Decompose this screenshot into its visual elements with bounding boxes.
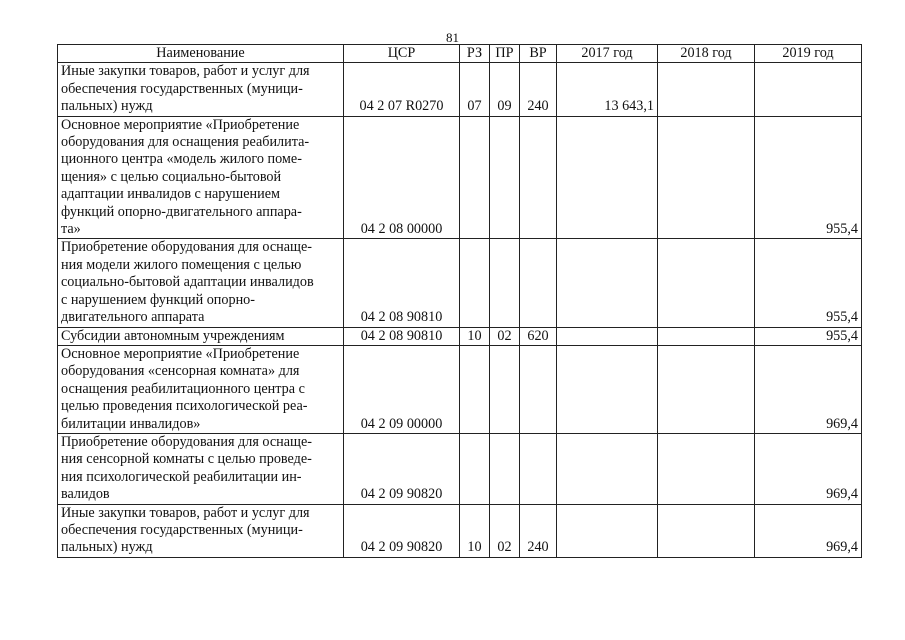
cell-name-line: ния сенсорной комнаты с целью проведе- <box>61 451 312 468</box>
header-vr: ВР <box>520 45 557 63</box>
cell-name <box>58 504 344 557</box>
cell-csr: 04 2 09 90820 <box>344 504 460 557</box>
cell-2018 <box>658 433 755 504</box>
budget-table <box>57 44 862 558</box>
header-pr: ПР <box>490 45 520 63</box>
cell-name-line: Приобретение оборудования для оснаще- <box>61 433 313 450</box>
cell-csr: 04 2 08 90810 <box>344 327 460 345</box>
cell-name-line: социально-бытовой адаптации инвалидов <box>61 274 314 291</box>
cell-name-line: Иные закупки товаров, работ и услуг для <box>61 504 310 521</box>
cell-pr <box>490 433 520 504</box>
header-rz: РЗ <box>460 45 490 63</box>
cell-name-line: пальных) нужд <box>61 98 153 115</box>
cell-2019: 969,4 <box>755 504 862 557</box>
header-2019: 2019 год <box>755 45 862 63</box>
cell-2018 <box>658 239 755 327</box>
cell-name-line: Приобретение оборудования для оснаще- <box>61 239 313 256</box>
table-row <box>58 116 862 239</box>
cell-name-line: оборудования для оснащения реабилита- <box>61 134 310 151</box>
cell-name-line: целью проведения психологической реа- <box>61 398 308 415</box>
header-csr: ЦСР <box>344 45 460 63</box>
table-row <box>58 433 862 504</box>
cell-vr <box>520 345 557 433</box>
cell-name-line: Иные закупки товаров, работ и услуг для <box>61 63 310 80</box>
cell-name-line: пальных) нужд <box>61 539 153 556</box>
cell-2019: 955,4 <box>755 239 862 327</box>
cell-name-line: ния психологической реабилитации ин- <box>61 468 302 485</box>
cell-name-line: Основное мероприятие «Приобретение <box>61 116 300 133</box>
table-row <box>58 327 862 345</box>
cell-name-line: билитации инвалидов» <box>61 415 201 432</box>
page-number: 81 <box>446 30 459 45</box>
cell-2017 <box>557 327 658 345</box>
cell-name <box>58 345 344 433</box>
cell-csr: 04 2 08 00000 <box>344 116 460 239</box>
cell-pr: 02 <box>490 504 520 557</box>
cell-pr: 02 <box>490 327 520 345</box>
table-row <box>58 345 862 433</box>
cell-name-line: с нарушением функций опорно- <box>61 291 255 308</box>
table-header-row <box>58 45 862 63</box>
cell-csr: 04 2 09 00000 <box>344 345 460 433</box>
cell-name-line: оснащения реабилитационного центра с <box>61 380 305 397</box>
cell-2017 <box>557 504 658 557</box>
cell-name <box>58 433 344 504</box>
cell-name <box>58 63 344 116</box>
table-row <box>58 239 862 327</box>
header-name: Наименование <box>58 45 344 63</box>
cell-2019: 955,4 <box>755 327 862 345</box>
cell-2019 <box>755 63 862 116</box>
cell-vr: 240 <box>520 63 557 116</box>
cell-2018 <box>658 63 755 116</box>
cell-rz <box>460 116 490 239</box>
cell-2018 <box>658 116 755 239</box>
cell-rz: 10 <box>460 327 490 345</box>
cell-2017 <box>557 345 658 433</box>
cell-csr: 04 2 07 R0270 <box>344 63 460 116</box>
cell-pr: 09 <box>490 63 520 116</box>
cell-name-line: ния модели жилого помещения с целью <box>61 256 302 273</box>
cell-name-line: валидов <box>61 486 110 503</box>
cell-csr: 04 2 08 90810 <box>344 239 460 327</box>
cell-2019: 969,4 <box>755 433 862 504</box>
cell-name-line: адаптации инвалидов с нарушением <box>61 186 280 203</box>
cell-name-line: функций опорно-двигательного аппара- <box>61 203 302 220</box>
cell-name <box>58 327 344 345</box>
cell-name <box>58 239 344 327</box>
cell-pr <box>490 239 520 327</box>
cell-name-line: щения» с целью социально-бытовой <box>61 168 282 185</box>
cell-2017 <box>557 433 658 504</box>
cell-rz: 07 <box>460 63 490 116</box>
cell-2019: 969,4 <box>755 345 862 433</box>
cell-name-line: Субсидии автономным учреждениям <box>61 327 285 344</box>
cell-name <box>58 116 344 239</box>
cell-vr <box>520 239 557 327</box>
cell-vr <box>520 116 557 239</box>
cell-name-line: двигательного аппарата <box>61 309 205 326</box>
cell-rz <box>460 345 490 433</box>
table-row <box>58 63 862 116</box>
cell-name-line: ционного центра «модель жилого поме- <box>61 151 302 168</box>
cell-2017: 13 643,1 <box>557 63 658 116</box>
cell-2019: 955,4 <box>755 116 862 239</box>
cell-vr <box>520 433 557 504</box>
cell-vr: 620 <box>520 327 557 345</box>
cell-vr: 240 <box>520 504 557 557</box>
cell-name-line: обеспечения государственных (муници- <box>61 521 303 538</box>
cell-2017 <box>557 239 658 327</box>
cell-name-line: Основное мероприятие «Приобретение <box>61 345 300 362</box>
table-row <box>58 504 862 557</box>
header-2017: 2017 год <box>557 45 658 63</box>
cell-name-line: обеспечения государственных (муници- <box>61 80 303 97</box>
cell-rz <box>460 239 490 327</box>
cell-pr <box>490 345 520 433</box>
cell-2018 <box>658 504 755 557</box>
cell-rz: 10 <box>460 504 490 557</box>
cell-name-line: оборудования «сенсорная комната» для <box>61 363 300 380</box>
cell-csr: 04 2 09 90820 <box>344 433 460 504</box>
cell-pr <box>490 116 520 239</box>
cell-2018 <box>658 327 755 345</box>
cell-rz <box>460 433 490 504</box>
header-2018: 2018 год <box>658 45 755 63</box>
cell-name-line: та» <box>61 221 81 238</box>
cell-2017 <box>557 116 658 239</box>
cell-2018 <box>658 345 755 433</box>
table-body <box>58 63 862 557</box>
